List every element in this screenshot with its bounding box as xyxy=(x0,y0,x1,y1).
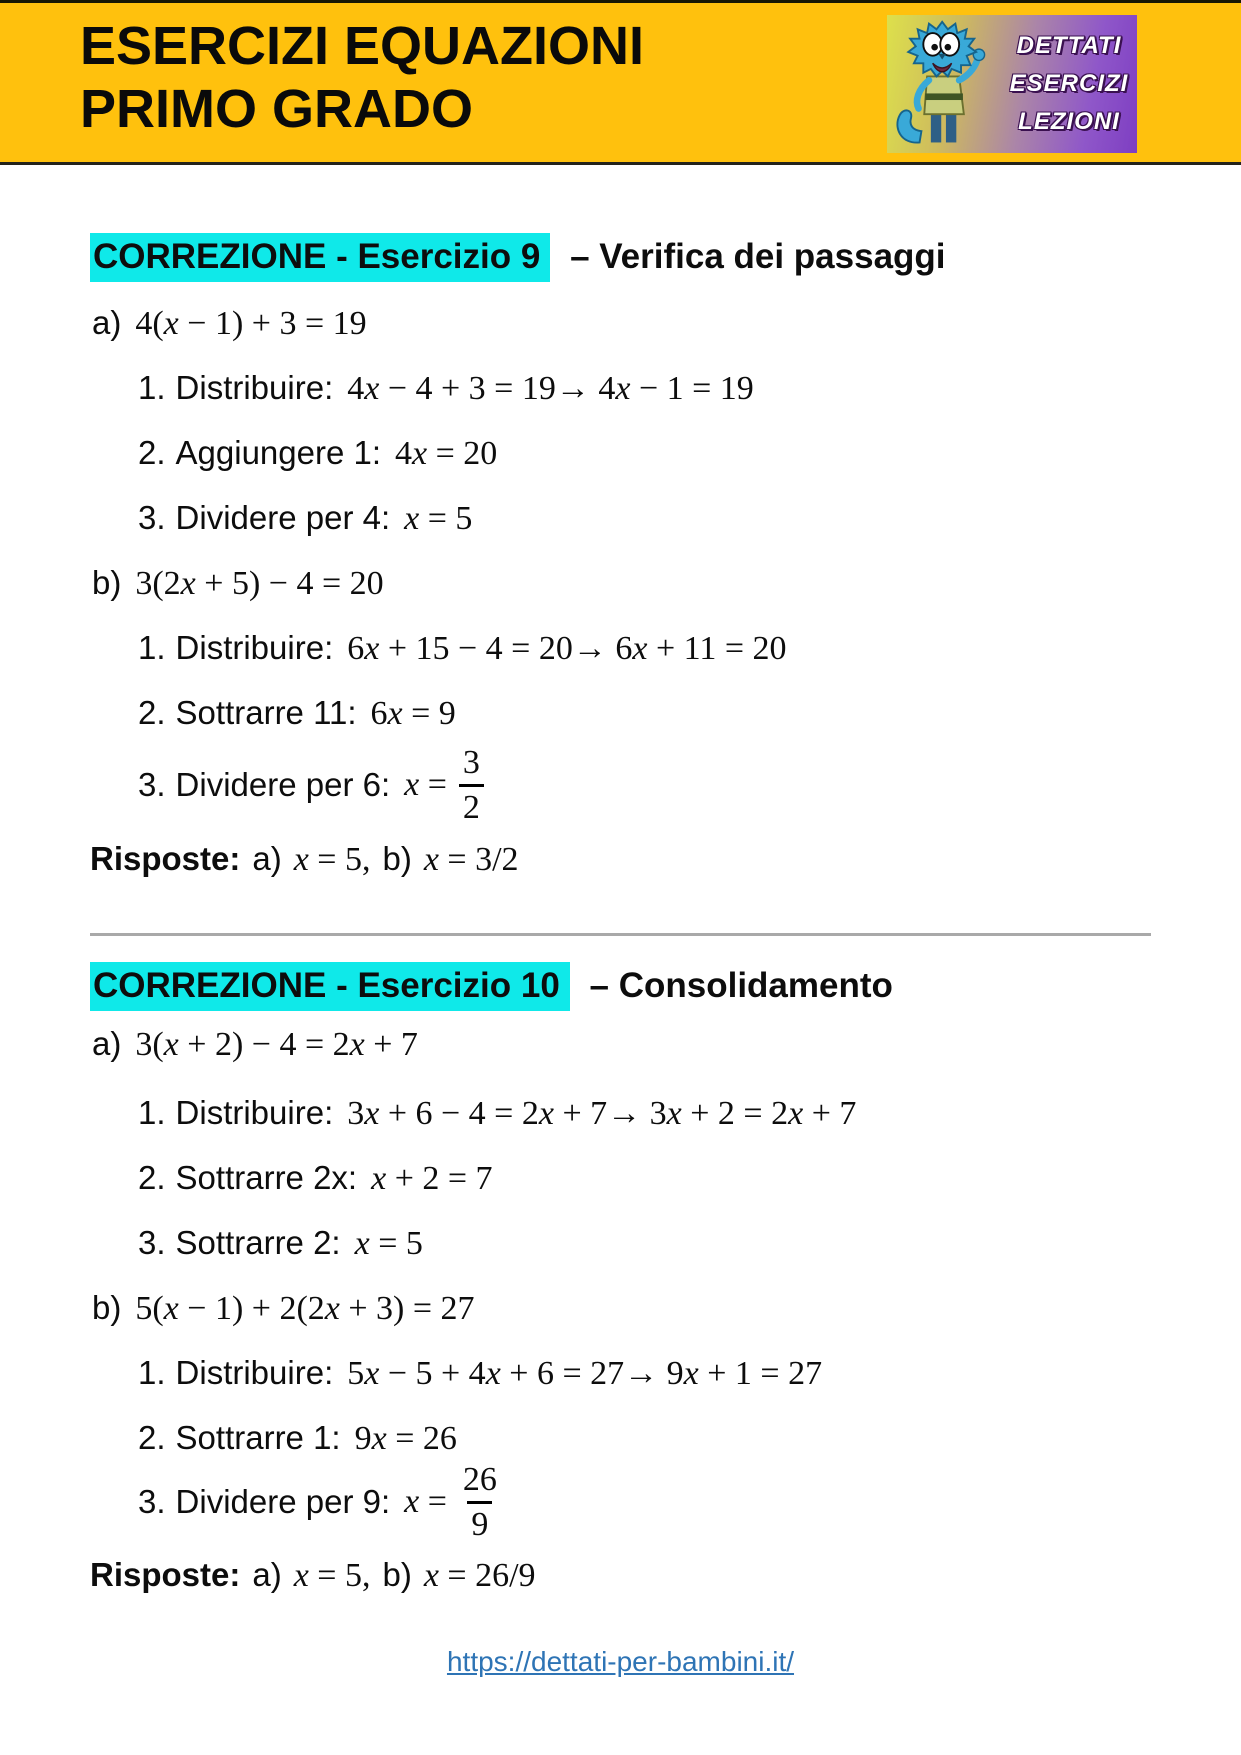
cat-eye xyxy=(940,33,959,56)
equation: x = 5 xyxy=(354,1225,423,1262)
equation: x = xyxy=(404,766,447,803)
logo-word-esercizi: ESERCIZI xyxy=(1009,70,1129,97)
step-line xyxy=(138,694,1151,734)
step-line-fraction xyxy=(138,742,1151,828)
step-label: Distribuire: xyxy=(175,629,334,666)
answers-line xyxy=(90,840,1151,880)
heading-highlight: CORREZIONE - Esercizio 9 xyxy=(90,233,550,282)
step-line xyxy=(138,1159,1151,1199)
step-label: Aggiungere 1: xyxy=(175,434,382,471)
title-line-1: ESERCIZI EQUAZIONI xyxy=(80,16,645,76)
answer-a-prefix: a) xyxy=(252,840,282,877)
step-label: Dividere per 4: xyxy=(175,499,391,536)
item-prefix: a) xyxy=(92,304,122,341)
section-divider xyxy=(90,933,1151,936)
step-number: 3. xyxy=(138,1224,166,1261)
step-line-fraction xyxy=(138,1459,1151,1545)
answer-a-value: x = 5, xyxy=(293,841,371,878)
step-line xyxy=(138,629,1151,669)
step-label: Dividere per 6: xyxy=(175,766,391,803)
equation-line-b xyxy=(90,1289,1151,1329)
step-label: Dividere per 9: xyxy=(175,1483,391,1520)
cat-pupil xyxy=(945,44,952,51)
answer-b-prefix: b) xyxy=(382,840,412,877)
equation: 4(x − 1) + 3 = 19 xyxy=(135,305,367,342)
equation: 5x − 5 + 4x + 6 = 27→ 9x + 1 = 27 xyxy=(347,1355,823,1392)
step-number: 1. xyxy=(138,1354,166,1391)
step-label: Distribuire: xyxy=(175,1094,334,1131)
answer-b-prefix: b) xyxy=(382,1556,412,1593)
step-number: 1. xyxy=(138,629,166,666)
equation-line-b xyxy=(90,564,1151,604)
equation: 4x − 4 + 3 = 19→ 4x − 1 = 19 xyxy=(347,370,754,407)
logo-wordmark xyxy=(1001,27,1137,141)
header-band xyxy=(0,0,1241,165)
cat-shirt-stripe xyxy=(925,93,963,100)
cat-leg xyxy=(931,110,941,142)
equation: 4x = 20 xyxy=(395,435,498,472)
step-line xyxy=(138,499,1151,539)
step-label: Distribuire: xyxy=(175,1354,334,1391)
step-number: 2. xyxy=(138,1159,166,1196)
heading-suffix: – Consolidamento xyxy=(589,966,893,1005)
step-number: 2. xyxy=(138,434,166,471)
answer-b-value: x = 3/2 xyxy=(423,841,519,878)
answers-label: Risposte: xyxy=(90,840,241,877)
item-prefix: b) xyxy=(92,564,122,601)
equation: x = 5 xyxy=(404,500,473,537)
heading-highlight: CORREZIONE - Esercizio 10 xyxy=(90,962,570,1011)
mascot-cat-icon xyxy=(889,18,1001,150)
answer-a-prefix: a) xyxy=(252,1556,282,1593)
fraction xyxy=(459,745,484,825)
page-footer xyxy=(90,1646,1151,1678)
step-line xyxy=(138,1354,1151,1394)
site-logo xyxy=(887,15,1137,153)
step-label: Sottrarre 2: xyxy=(175,1224,341,1261)
worksheet-content xyxy=(0,165,1241,1678)
step-label: Sottrarre 1: xyxy=(175,1419,341,1456)
step-number: 3. xyxy=(138,499,166,536)
answers-line xyxy=(90,1556,1151,1596)
heading-suffix: – Verifica dei passaggi xyxy=(570,237,946,276)
step-number: 1. xyxy=(138,1094,166,1131)
logo-word-dettati: DETTATI xyxy=(1016,32,1122,59)
item-prefix: b) xyxy=(92,1289,122,1326)
equation: 3(2x + 5) − 4 = 20 xyxy=(135,565,384,602)
equation: 3(x + 2) − 4 = 2x + 7 xyxy=(135,1026,418,1063)
section-heading-ex10 xyxy=(90,964,1151,1008)
fraction-denominator: 2 xyxy=(459,784,484,826)
step-number: 2. xyxy=(138,694,166,731)
fraction xyxy=(459,1462,501,1542)
step-label: Distribuire: xyxy=(175,369,334,406)
step-label: Sottrarre 11: xyxy=(175,694,357,731)
step-number: 2. xyxy=(138,1419,166,1456)
step-number: 1. xyxy=(138,369,166,406)
logo-word-lezioni: LEZIONI xyxy=(1018,108,1120,135)
cat-tail xyxy=(897,110,921,142)
equation-line-a xyxy=(90,1025,1151,1065)
site-link[interactable]: https://dettati-per-bambini.it/ xyxy=(446,1646,795,1677)
answers-label: Risposte: xyxy=(90,1556,241,1593)
equation-line-a xyxy=(90,304,1151,344)
fraction-numerator: 3 xyxy=(462,743,480,781)
step-label: Sottrarre 2x: xyxy=(175,1159,358,1196)
step-line xyxy=(138,1419,1151,1459)
title-line-2: PRIMO GRADO xyxy=(80,79,474,139)
equation: x + 2 = 7 xyxy=(371,1160,493,1197)
step-number: 3. xyxy=(138,1483,166,1520)
step-line xyxy=(138,1094,1151,1134)
cat-pupil xyxy=(931,44,938,51)
fraction-denominator: 9 xyxy=(467,1501,492,1543)
step-line xyxy=(138,369,1151,409)
answer-a-value: x = 5, xyxy=(293,1557,371,1594)
equation: 5(x − 1) + 2(2x + 3) = 27 xyxy=(135,1290,475,1327)
equation: 6x = 9 xyxy=(370,695,456,732)
item-prefix: a) xyxy=(92,1025,122,1062)
step-line xyxy=(138,434,1151,474)
cat-leg xyxy=(946,110,956,142)
step-number: 3. xyxy=(138,766,166,803)
answer-b-value: x = 26/9 xyxy=(423,1557,536,1594)
equation: 3x + 6 − 4 = 2x + 7→ 3x + 2 = 2x + 7 xyxy=(347,1095,857,1132)
step-line xyxy=(138,1224,1151,1264)
equation: 6x + 15 − 4 = 20→ 6x + 11 = 20 xyxy=(347,630,787,667)
fraction-numerator: 26 xyxy=(462,1460,497,1498)
section-heading-ex9 xyxy=(90,235,1151,279)
equation: x = xyxy=(404,1483,447,1520)
equation: 9x = 26 xyxy=(354,1420,457,1457)
